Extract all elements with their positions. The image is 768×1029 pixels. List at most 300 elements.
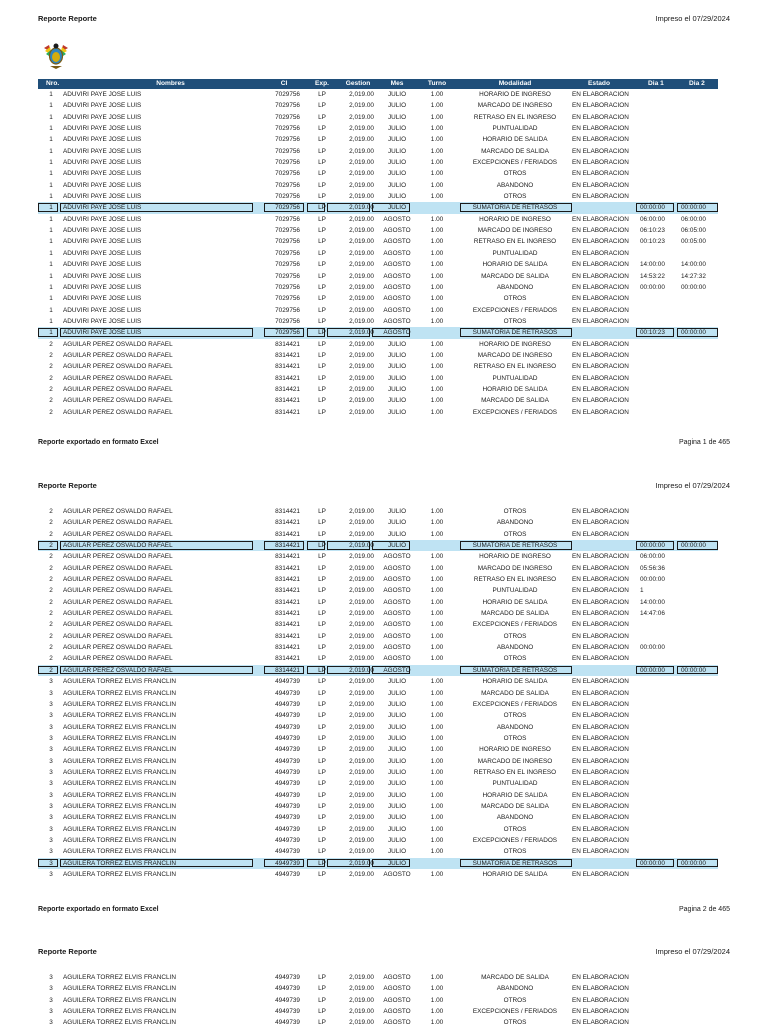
cell-ci: 4949739 [275, 746, 300, 754]
cell-nro: 3 [49, 768, 53, 776]
table-row [38, 846, 718, 857]
cell-estado: EN ELABORACION [572, 193, 629, 201]
cell-ci: 4949739 [275, 996, 300, 1004]
cell-nombres: ADUVIRI PAYE JOSE LUIS [63, 329, 142, 337]
cell-ci: 4949739 [275, 836, 300, 844]
cell-ci: 7029756 [275, 204, 300, 212]
cell-exp: LP [318, 283, 326, 291]
cell-nombres: AGUILAR PEREZ OSVALDO RAFAEL [63, 363, 173, 371]
cell-gestion: 2,019.00 [349, 340, 374, 348]
cell-nro: 1 [49, 272, 53, 280]
col-exp: Exp. [315, 80, 329, 87]
cell-nombres: AGUILAR PEREZ OSVALDO RAFAEL [63, 655, 173, 663]
cell-gestion: 2,019.00 [349, 587, 374, 595]
cell-ci: 8314421 [275, 351, 300, 359]
cell-estado: EN ELABORACION [572, 985, 629, 993]
col-dia-1: Dia 1 [648, 80, 664, 87]
cell-ci: 8314421 [275, 553, 300, 561]
cell-mes: JULIO [387, 102, 407, 110]
cell-nombres: ADUVIRI PAYE JOSE LUIS [63, 283, 142, 291]
cell-nro: 2 [49, 598, 53, 606]
cell-turno: 1.00 [430, 159, 444, 167]
cell-modalidad: OTROS [503, 848, 527, 856]
cell-turno: 1.00 [430, 746, 444, 754]
cell-mes: AGOSTO [383, 871, 411, 878]
cell-dia-2: 06:00:00 [681, 215, 706, 223]
cell-nro: 1 [49, 193, 53, 201]
cell-mes: JULIO [387, 791, 407, 799]
cell-nro: 1 [49, 159, 53, 167]
table-row [38, 812, 718, 823]
cell-exp: LP [318, 102, 326, 110]
cell-exp: LP [318, 848, 326, 856]
cell-ci: 4949739 [275, 678, 300, 686]
cell-exp: LP [318, 768, 326, 776]
cell-ci: 7029756 [275, 113, 300, 121]
cell-nro: 2 [49, 610, 53, 618]
cell-gestion: 2,019.00 [349, 249, 374, 257]
cell-exp: LP [318, 363, 326, 371]
cell-estado: EN ELABORACION [572, 159, 629, 167]
cell-ci: 4949739 [275, 974, 300, 981]
report-title: Reporte Reporte [38, 14, 97, 23]
summary-row [38, 540, 718, 551]
cell-modalidad: ABANDONO [496, 283, 534, 291]
cell-estado: EN ELABORACION [572, 91, 629, 98]
cell-ci: 4949739 [275, 985, 300, 993]
cell-estado: EN ELABORACION [572, 825, 629, 833]
table-row [38, 236, 718, 247]
cell-nombres: AGUILERA TORREZ ELVIS FRANCLIN [63, 848, 176, 856]
cell-gestion: 2,019.00 [349, 317, 374, 325]
cell-nombres: ADUVIRI PAYE JOSE LUIS [63, 113, 142, 121]
cell-mes: AGOSTO [383, 996, 411, 1004]
cell-nombres: AGUILERA TORREZ ELVIS FRANCLIN [63, 1008, 176, 1016]
cell-ci: 7029756 [275, 317, 300, 325]
cell-modalidad: OTROS [503, 1019, 527, 1027]
cell-gestion: 2,019.00 [349, 655, 374, 663]
cell-dia-1: 00:00:00 [640, 859, 665, 867]
cell-nro: 3 [49, 1019, 53, 1027]
cell-ci: 7029756 [275, 193, 300, 201]
cell-modalidad: OTROS [503, 825, 527, 833]
cell-turno: 1.00 [430, 836, 444, 844]
export-note: Reporte exportado en formato Excel [38, 439, 159, 446]
cell-mes: AGOSTO [383, 295, 411, 303]
cell-ci: 4949739 [275, 700, 300, 708]
cell-dia-1: 00:00:00 [640, 542, 665, 550]
cell-dia-1: 05:56:36 [640, 564, 665, 572]
cell-mes: JULIO [387, 712, 407, 720]
cell-estado: EN ELABORACION [572, 587, 629, 595]
cell-gestion: 2,019.00 [349, 734, 374, 742]
cell-gestion: 2,019.00 [349, 802, 374, 810]
cell-estado: EN ELABORACION [572, 530, 629, 538]
cell-dia-2: 00:00:00 [681, 542, 706, 550]
cell-modalidad: OTROS [503, 530, 527, 538]
cell-estado: EN ELABORACION [572, 655, 629, 663]
cell-gestion: 2,019.00 [349, 598, 374, 606]
table-row [38, 585, 718, 596]
cell-gestion: 2,019.00 [349, 610, 374, 618]
cell-nro: 3 [49, 700, 53, 708]
cell-mes: JULIO [387, 397, 407, 405]
table-body [38, 972, 718, 1029]
cell-modalidad: OTROS [503, 170, 527, 178]
cell-turno: 1.00 [430, 802, 444, 810]
cell-turno: 1.00 [430, 757, 444, 765]
cell-modalidad: EXCEPCIONES / FERIADOS [472, 700, 558, 708]
cell-estado: EN ELABORACION [572, 871, 629, 878]
cell-modalidad: MARCADO DE INGRESO [477, 351, 553, 359]
cell-mes: AGOSTO [383, 329, 411, 337]
cell-modalidad: OTROS [503, 317, 527, 325]
cell-estado: EN ELABORACION [572, 136, 629, 144]
cell-nombres: ADUVIRI PAYE JOSE LUIS [63, 249, 142, 257]
cell-nombres: AGUILERA TORREZ ELVIS FRANCLIN [63, 678, 176, 686]
cell-nro: 1 [49, 113, 53, 121]
cell-modalidad: HORARIO DE SALIDA [482, 678, 548, 686]
cell-exp: LP [318, 136, 326, 144]
cell-modalidad: HORARIO DE SALIDA [482, 136, 548, 144]
cell-gestion: 2,019.00 [349, 204, 374, 212]
cell-exp: LP [318, 780, 326, 788]
cell-estado: EN ELABORACION [572, 215, 629, 223]
cell-exp: LP [318, 689, 326, 697]
cell-modalidad: PUNTUALIDAD [492, 587, 538, 595]
cell-exp: LP [318, 374, 326, 382]
cell-estado: EN ELABORACION [572, 621, 629, 629]
cell-mes: JULIO [387, 113, 407, 121]
cell-modalidad: RETRASO EN EL INGRESO [473, 576, 557, 584]
cell-nro: 3 [49, 678, 53, 686]
cell-nombres: ADUVIRI PAYE JOSE LUIS [63, 125, 142, 133]
table-row [38, 1006, 718, 1017]
cell-turno: 1.00 [430, 700, 444, 708]
cell-exp: LP [318, 125, 326, 133]
page-footer [38, 906, 730, 918]
cell-exp: LP [318, 408, 326, 416]
cell-nro: 2 [49, 363, 53, 371]
cell-nro: 1 [49, 170, 53, 178]
table-row [38, 733, 718, 744]
page-header [38, 14, 730, 26]
cell-mes: JULIO [387, 91, 407, 98]
cell-estado: EN ELABORACION [572, 374, 629, 382]
cell-nombres: AGUILAR PEREZ OSVALDO RAFAEL [63, 644, 173, 652]
cell-mes: AGOSTO [383, 227, 411, 235]
printed-date: Impreso el 07/29/2024 [655, 14, 730, 23]
cell-ci: 4949739 [275, 814, 300, 822]
cell-nro: 2 [49, 530, 53, 538]
cell-modalidad: MARCADO DE INGRESO [477, 227, 553, 235]
table-row [38, 801, 718, 812]
cell-gestion: 2,019.00 [349, 238, 374, 246]
cell-mes: AGOSTO [383, 587, 411, 595]
cell-gestion: 2,019.00 [349, 576, 374, 584]
cell-nro: 2 [49, 666, 53, 674]
cell-ci: 8314421 [275, 397, 300, 405]
cell-nro: 3 [49, 848, 53, 856]
cell-gestion: 2,019.00 [349, 170, 374, 178]
cell-ci: 7029756 [275, 227, 300, 235]
cell-dia-1: 00:10:23 [640, 329, 665, 337]
cell-nombres: AGUILERA TORREZ ELVIS FRANCLIN [63, 780, 176, 788]
cell-nro: 1 [49, 215, 53, 223]
table-row [38, 293, 718, 304]
cell-gestion: 2,019.00 [349, 283, 374, 291]
cell-exp: LP [318, 655, 326, 663]
col-estado: Estado [588, 80, 610, 87]
cell-turno: 1.00 [430, 576, 444, 584]
cell-nombres: AGUILAR PEREZ OSVALDO RAFAEL [63, 351, 173, 359]
cell-modalidad: OTROS [503, 193, 527, 201]
cell-turno: 1.00 [430, 363, 444, 371]
cell-nombres: ADUVIRI PAYE JOSE LUIS [63, 147, 142, 155]
cell-estado: EN ELABORACION [572, 780, 629, 788]
attendance-table [38, 972, 718, 1029]
cell-modalidad: HORARIO DE SALIDA [482, 261, 548, 269]
cell-nombres: ADUVIRI PAYE JOSE LUIS [63, 238, 142, 246]
cell-exp: LP [318, 802, 326, 810]
cell-gestion: 2,019.00 [349, 621, 374, 629]
table-row [38, 778, 718, 789]
cell-gestion: 2,019.00 [349, 644, 374, 652]
cell-ci: 4949739 [275, 689, 300, 697]
cell-dia-2: 14:00:00 [681, 261, 706, 269]
cell-turno: 1.00 [430, 587, 444, 595]
cell-modalidad: EXCEPCIONES / FERIADOS [472, 1008, 558, 1016]
cell-mes: AGOSTO [383, 553, 411, 561]
cell-modalidad: HORARIO DE SALIDA [482, 385, 548, 393]
cell-ci: 4949739 [275, 791, 300, 799]
cell-modalidad: ABANDONO [496, 723, 534, 731]
cell-mes: AGOSTO [383, 1019, 411, 1027]
table-row [38, 180, 718, 191]
cell-gestion: 2,019.00 [349, 757, 374, 765]
cell-turno: 1.00 [430, 712, 444, 720]
cell-ci: 4949739 [275, 1019, 300, 1027]
cell-nombres: ADUVIRI PAYE JOSE LUIS [63, 272, 142, 280]
cell-nro: 1 [49, 295, 53, 303]
cell-nombres: AGUILAR PEREZ OSVALDO RAFAEL [63, 632, 173, 640]
cell-estado: EN ELABORACION [572, 848, 629, 856]
cell-nombres: AGUILAR PEREZ OSVALDO RAFAEL [63, 340, 173, 348]
cell-gestion: 2,019.00 [349, 768, 374, 776]
cell-exp: LP [318, 351, 326, 359]
table-row [38, 271, 718, 282]
cell-dia-2: 14:27:32 [681, 272, 706, 280]
cell-ci: 4949739 [275, 802, 300, 810]
cell-exp: LP [318, 621, 326, 629]
table-body [38, 506, 718, 880]
cell-mes: JULIO [387, 204, 407, 212]
cell-modalidad: EXCEPCIONES / FERIADOS [472, 836, 558, 844]
cell-estado: EN ELABORACION [572, 802, 629, 810]
cell-turno: 1.00 [430, 147, 444, 155]
cell-turno: 1.00 [430, 215, 444, 223]
table-row [38, 112, 718, 123]
cell-mes: AGOSTO [383, 621, 411, 629]
cell-ci: 8314421 [275, 610, 300, 618]
cell-exp: LP [318, 553, 326, 561]
table-row [38, 608, 718, 619]
cell-nombres: AGUILAR PEREZ OSVALDO RAFAEL [63, 576, 173, 584]
cell-gestion: 2,019.00 [349, 848, 374, 856]
cell-turno: 1.00 [430, 780, 444, 788]
cell-turno: 1.00 [430, 519, 444, 527]
cell-turno: 1.00 [430, 564, 444, 572]
cell-dia-2: 00:00:00 [681, 283, 706, 291]
cell-gestion: 2,019.00 [349, 102, 374, 110]
cell-turno: 1.00 [430, 508, 444, 515]
cell-gestion: 2,019.00 [349, 295, 374, 303]
cell-turno: 1.00 [430, 227, 444, 235]
table-row [38, 248, 718, 259]
cell-nombres: AGUILAR PEREZ OSVALDO RAFAEL [63, 553, 173, 561]
cell-modalidad: OTROS [503, 508, 527, 515]
table-row [38, 350, 718, 361]
cell-gestion: 2,019.00 [349, 780, 374, 788]
cell-modalidad: SUMATORIA DE RETRASOS [472, 204, 558, 212]
table-row [38, 563, 718, 574]
cell-turno: 1.00 [430, 125, 444, 133]
cell-nombres: ADUVIRI PAYE JOSE LUIS [63, 204, 142, 212]
attendance-table [38, 506, 718, 880]
cell-estado: EN ELABORACION [572, 564, 629, 572]
table-row [38, 339, 718, 350]
cell-turno: 1.00 [430, 768, 444, 776]
cell-nro: 1 [49, 283, 53, 291]
cell-estado: EN ELABORACION [572, 408, 629, 416]
cell-gestion: 2,019.00 [349, 215, 374, 223]
cell-nombres: AGUILAR PEREZ OSVALDO RAFAEL [63, 397, 173, 405]
cell-nro: 1 [49, 329, 53, 337]
summary-row [38, 858, 718, 869]
cell-turno: 1.00 [430, 689, 444, 697]
cell-nro: 3 [49, 985, 53, 993]
cell-estado: EN ELABORACION [572, 340, 629, 348]
table-row [38, 676, 718, 687]
cell-gestion: 2,019.00 [349, 746, 374, 754]
table-row [38, 744, 718, 755]
col-dia-2: Dia 2 [689, 80, 705, 87]
col-nombres: Nombres [156, 80, 185, 87]
cell-exp: LP [318, 181, 326, 189]
cell-turno: 1.00 [430, 996, 444, 1004]
cell-nombres: AGUILAR PEREZ OSVALDO RAFAEL [63, 408, 173, 416]
cell-nro: 2 [49, 519, 53, 527]
cell-modalidad: OTROS [503, 655, 527, 663]
cell-ci: 8314421 [275, 530, 300, 538]
table-row [38, 699, 718, 710]
cell-turno: 1.00 [430, 598, 444, 606]
cell-exp: LP [318, 519, 326, 527]
cell-nro: 1 [49, 204, 53, 212]
cell-ci: 7029756 [275, 272, 300, 280]
cell-mes: JULIO [387, 530, 407, 538]
cell-turno: 1.00 [430, 351, 444, 359]
cell-nombres: AGUILERA TORREZ ELVIS FRANCLIN [63, 802, 176, 810]
cell-gestion: 2,019.00 [349, 700, 374, 708]
table-row [38, 282, 718, 293]
cell-mes: AGOSTO [383, 985, 411, 993]
cell-nro: 1 [49, 147, 53, 155]
cell-exp: LP [318, 340, 326, 348]
cell-modalidad: HORARIO DE INGRESO [479, 553, 551, 561]
cell-estado: EN ELABORACION [572, 317, 629, 325]
cell-estado: EN ELABORACION [572, 576, 629, 584]
cell-nro: 3 [49, 780, 53, 788]
cell-mes: AGOSTO [383, 215, 411, 223]
cell-gestion: 2,019.00 [349, 519, 374, 527]
cell-gestion: 2,019.00 [349, 227, 374, 235]
cell-estado: EN ELABORACION [572, 712, 629, 720]
cell-exp: LP [318, 996, 326, 1004]
cell-modalidad: RETRASO EN EL INGRESO [473, 768, 557, 776]
cell-dia-1: 00:00:00 [640, 204, 665, 212]
cell-gestion: 2,019.00 [349, 363, 374, 371]
cell-nro: 1 [49, 91, 53, 98]
cell-gestion: 2,019.00 [349, 181, 374, 189]
cell-modalidad: HORARIO DE INGRESO [479, 340, 551, 348]
cell-nro: 3 [49, 689, 53, 697]
cell-modalidad: EXCEPCIONES / FERIADOS [472, 408, 558, 416]
cell-ci: 7029756 [275, 159, 300, 167]
cell-mes: JULIO [387, 836, 407, 844]
table-row [38, 529, 718, 540]
cell-nro: 1 [49, 181, 53, 189]
cell-nro: 3 [49, 802, 53, 810]
cell-exp: LP [318, 791, 326, 799]
cell-estado: EN ELABORACION [572, 170, 629, 178]
table-row [38, 384, 718, 395]
table-row [38, 373, 718, 384]
cell-exp: LP [318, 644, 326, 652]
cell-estado: EN ELABORACION [572, 734, 629, 742]
cell-nombres: AGUILERA TORREZ ELVIS FRANCLIN [63, 871, 176, 878]
cell-nombres: AGUILAR PEREZ OSVALDO RAFAEL [63, 666, 173, 674]
cell-turno: 1.00 [430, 734, 444, 742]
cell-dia-1: 06:10:23 [640, 227, 665, 235]
cell-nombres: ADUVIRI PAYE JOSE LUIS [63, 102, 142, 110]
cell-ci: 8314421 [275, 363, 300, 371]
cell-nombres: AGUILERA TORREZ ELVIS FRANCLIN [63, 974, 176, 981]
cell-gestion: 2,019.00 [349, 508, 374, 515]
cell-modalidad: MARCADO DE INGRESO [477, 102, 553, 110]
cell-turno: 1.00 [430, 193, 444, 201]
cell-nombres: AGUILAR PEREZ OSVALDO RAFAEL [63, 610, 173, 618]
cell-ci: 7029756 [275, 238, 300, 246]
cell-gestion: 2,019.00 [349, 125, 374, 133]
cell-modalidad: MARCADO DE INGRESO [477, 564, 553, 572]
cell-gestion: 2,019.00 [349, 712, 374, 720]
cell-nombres: AGUILERA TORREZ ELVIS FRANCLIN [63, 768, 176, 776]
cell-nombres: ADUVIRI PAYE JOSE LUIS [63, 261, 142, 269]
cell-estado: EN ELABORACION [572, 351, 629, 359]
cell-exp: LP [318, 712, 326, 720]
table-row [38, 722, 718, 733]
cell-modalidad: RETRASO EN EL INGRESO [473, 238, 557, 246]
cell-mes: JULIO [387, 170, 407, 178]
cell-nro: 1 [49, 317, 53, 325]
cell-nro: 3 [49, 1008, 53, 1016]
table-row [38, 790, 718, 801]
cell-nro: 2 [49, 587, 53, 595]
table-row [38, 305, 718, 316]
cell-gestion: 2,019.00 [349, 351, 374, 359]
cell-nombres: AGUILAR PEREZ OSVALDO RAFAEL [63, 519, 173, 527]
